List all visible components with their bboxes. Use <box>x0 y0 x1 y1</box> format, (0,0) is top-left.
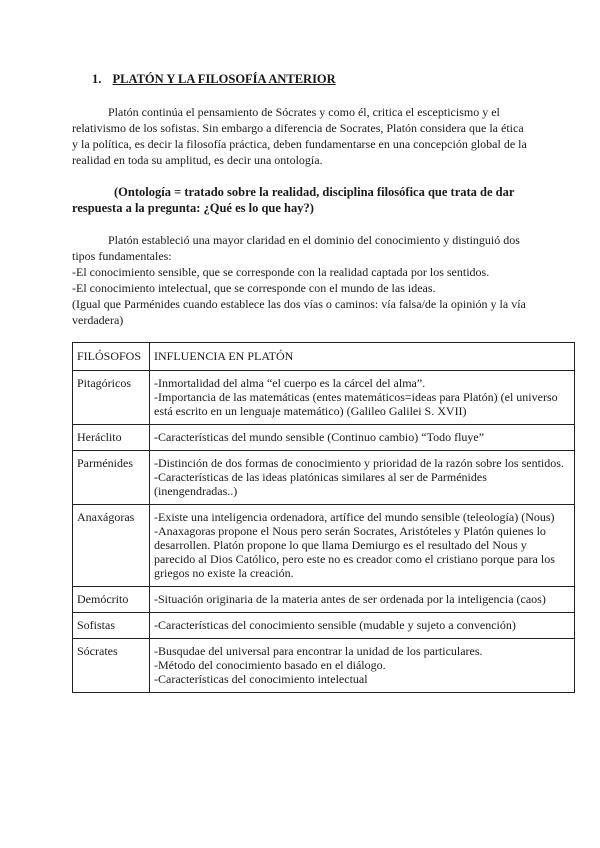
header-philosophers: FILÓSOFOS <box>73 343 150 371</box>
influence-line: -Características del conocimiento sensible (mudable y sujeto a convención) <box>154 618 516 632</box>
table-row <box>73 371 575 425</box>
knowledge-lead: Platón estableció una mayor claridad en el dominio del conocimiento y distinguió dos tipos fundamentales: <box>72 233 520 263</box>
influence-cell <box>150 371 575 425</box>
influence-line: -Características del conocimiento intelectual <box>154 672 368 686</box>
influence-cell <box>150 425 575 451</box>
table-body <box>73 371 575 693</box>
influence-line: -Características de las ideas platónicas similares al ser de Parménides (inengendradas..) <box>154 470 487 498</box>
table-row <box>73 505 575 587</box>
influence-line: -Existe una inteligencia ordenadora, artífice del mundo sensible (teleología) (Nous) <box>154 510 555 524</box>
influence-line: -Método del conocimiento basado en el diálogo. <box>154 658 386 672</box>
table-row <box>73 451 575 505</box>
influence-cell <box>150 613 575 639</box>
section-number: 1. <box>92 72 102 86</box>
philosopher-cell: Pitagóricos <box>73 371 150 425</box>
section-heading <box>92 72 336 87</box>
knowledge-note: (Igual que Parménides cuando establece las dos vías o caminos: vía falsa/de la opinión y la vía verdadera) <box>72 297 526 327</box>
influence-cell <box>150 505 575 587</box>
influence-line: -Importancia de las matemáticas (entes matemáticos=ideas para Platón) (el universo está escrito en un lenguaje matemático) (Galileo Galilei S. XVII) <box>154 390 558 418</box>
philosopher-cell: Heráclito <box>73 425 150 451</box>
table-header-row <box>73 343 575 371</box>
table-row <box>73 425 575 451</box>
knowledge-sensible: -El conocimiento sensible, que se corresponde con la realidad captada por los sentidos. <box>72 265 490 279</box>
influence-line: -Situación originaria de la materia antes de ser ordenada por la inteligencia (caos) <box>154 592 546 606</box>
intro-paragraph: Platón continúa el pensamiento de Sócrates y como él, critica el escepticismo y el relativismo de los sofistas. Sin embargo a diferencia de Socrates, Platón considera que la ética y la política, es decir la filosofía práctica, deben fundamentarse en una concepción global de la realidad en toda su amplitud, es decir una ontología. <box>72 105 527 167</box>
influence-cell <box>150 451 575 505</box>
philosopher-cell: Anaxágoras <box>73 505 150 587</box>
influence-line: -Inmortalidad del alma “el cuerpo es la cárcel del alma”. <box>154 376 426 390</box>
table-row <box>73 587 575 613</box>
table-row <box>73 639 575 693</box>
knowledge-paragraph <box>72 232 527 328</box>
philosopher-cell: Sócrates <box>73 639 150 693</box>
influence-line: -Distinción de dos formas de conocimiento y prioridad de la razón sobre los sentidos. <box>154 456 564 470</box>
influence-cell <box>150 587 575 613</box>
influence-line: -Busqudae del universal para encontrar la unidad de los particulares. <box>154 644 483 658</box>
philosopher-cell: Sofistas <box>73 613 150 639</box>
knowledge-intellectual: -El conocimiento intelectual, que se corresponde con el mundo de las ideas. <box>72 281 436 295</box>
influence-line: -Anaxagoras propone el Nous pero serán Socrates, Aristóteles y Platón quienes lo desarrollen. Platón propone lo que llama Demiurgo es el resultado del Nous y parecido al Dios Católico, pero este no es creador como el cristiano porque para los griegos no existe la creación. <box>154 524 555 580</box>
influence-cell <box>150 639 575 693</box>
table-row <box>73 613 575 639</box>
header-influence: INFLUENCIA EN PLATÓN <box>150 343 575 371</box>
ontology-definition: (Ontología = tratado sobre la realidad, disciplina filosófica que trata de dar respuesta a la pregunta: ¿Qué es lo que hay?) <box>72 185 515 215</box>
influence-table <box>72 342 575 693</box>
philosopher-cell: Demócrito <box>73 587 150 613</box>
philosopher-cell: Parménides <box>73 451 150 505</box>
influence-line: -Características del mundo sensible (Continuo cambio) “Todo fluye” <box>154 430 485 444</box>
section-title: PLATÓN Y LA FILOSOFÍA ANTERIOR <box>112 72 336 86</box>
